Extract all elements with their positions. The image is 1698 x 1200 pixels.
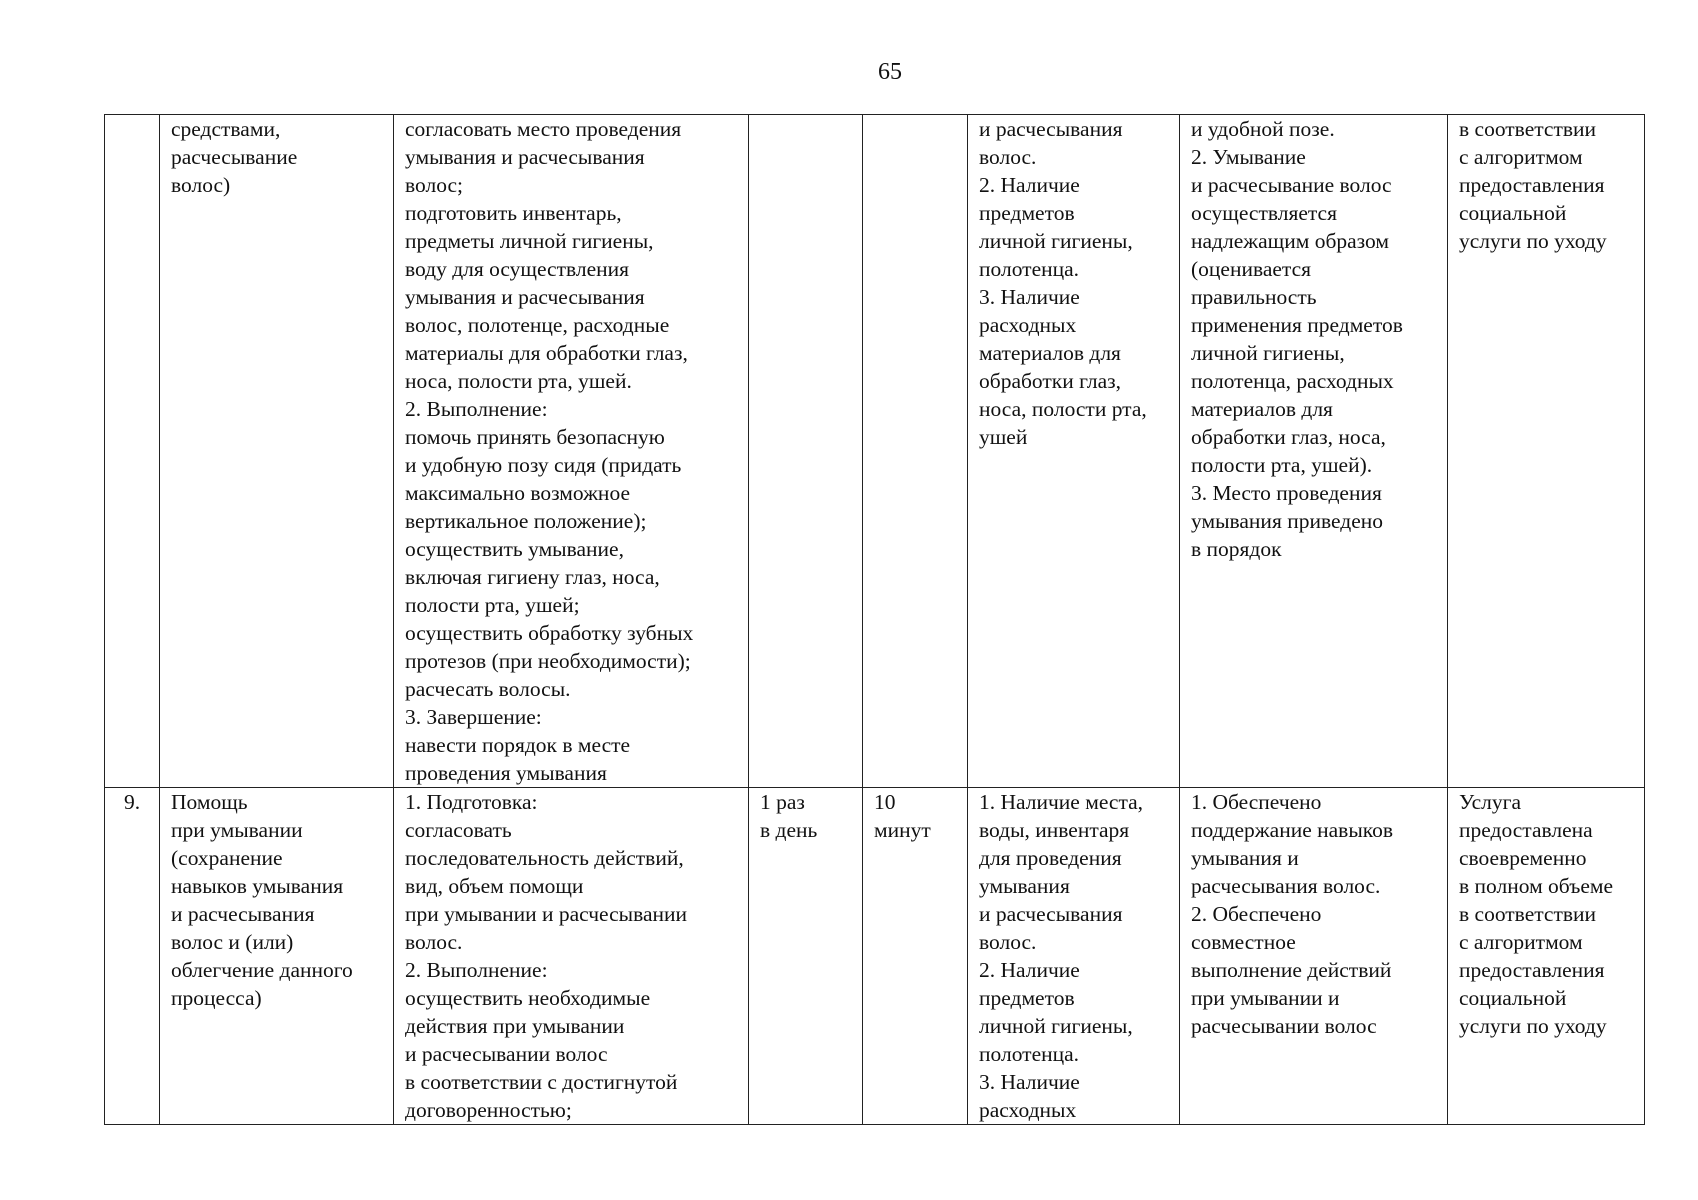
table-row — [105, 115, 1645, 788]
frequency-cell: 1 раз в день — [749, 788, 863, 1125]
services-table — [104, 114, 1645, 1125]
service-name-cell: средствами, расчесывание волос) — [160, 115, 394, 788]
table-row — [105, 788, 1645, 1125]
conditions-cell: 1. Наличие места, воды, инвентаря для проведения умывания и расчесывания волос. 2. Наличие предметов личной гигиены, полотенца. 3. Наличие расходных — [968, 788, 1180, 1125]
quality-indicators-cell: и удобной позе. 2. Умывание и расчесывание волос осуществляется надлежащим образом (оценивается правильность применения предметов личной гигиены, полотенца, расходных материалов для обработки глаз, носа, полости рта, ушей). 3. Место проведения умывания приведено в порядок — [1180, 115, 1448, 788]
conditions-cell: и расчесывания волос. 2. Наличие предметов личной гигиены, полотенца. 3. Наличие расходных материалов для обработки глаз, носа, полости рта, ушей — [968, 115, 1180, 788]
page-number: 65 — [878, 59, 902, 85]
duration-cell: 10 минут — [863, 788, 968, 1125]
row-number-cell: 9. — [105, 788, 160, 1125]
duration-cell — [863, 115, 968, 788]
service-name-cell: Помощь при умывании (сохранение навыков умывания и расчесывания волос и (или) облегчение данного процесса) — [160, 788, 394, 1125]
row-number-cell — [105, 115, 160, 788]
quality-indicators-cell: 1. Обеспечено поддержание навыков умывания и расчесывания волос. 2. Обеспечено совместное выполнение действий при умывании и расчесывании волос — [1180, 788, 1448, 1125]
service-content-cell: 1. Подготовка: согласовать последовательность действий, вид, объем помощи при умывании и расчесывании волос. 2. Выполнение: осуществить необходимые действия при умывании и расчесывании волос в соответствии с достигнутой договоренностью; — [394, 788, 749, 1125]
result-evaluation-cell: в соответствии с алгоритмом предоставления социальной услуги по уходу — [1448, 115, 1645, 788]
frequency-cell — [749, 115, 863, 788]
service-content-cell: согласовать место проведения умывания и расчесывания волос; подготовить инвентарь, предметы личной гигиены, воду для осуществления умывания и расчесывания волос, полотенце, расходные материалы для обработки глаз, носа, полости рта, ушей. 2. Выполнение: помочь принять безопасную и удобную позу сидя (придать максимально возможное вертикальное положение); осуществить умывание, включая гигиену глаз, носа, полости рта, ушей; осуществить обработку зубных протезов (при необходимости); расчесать волосы. 3. Завершение: навести порядок в месте проведения умывания — [394, 115, 749, 788]
result-evaluation-cell: Услуга предоставлена своевременно в полном объеме в соответствии с алгоритмом предоставления социальной услуги по уходу — [1448, 788, 1645, 1125]
